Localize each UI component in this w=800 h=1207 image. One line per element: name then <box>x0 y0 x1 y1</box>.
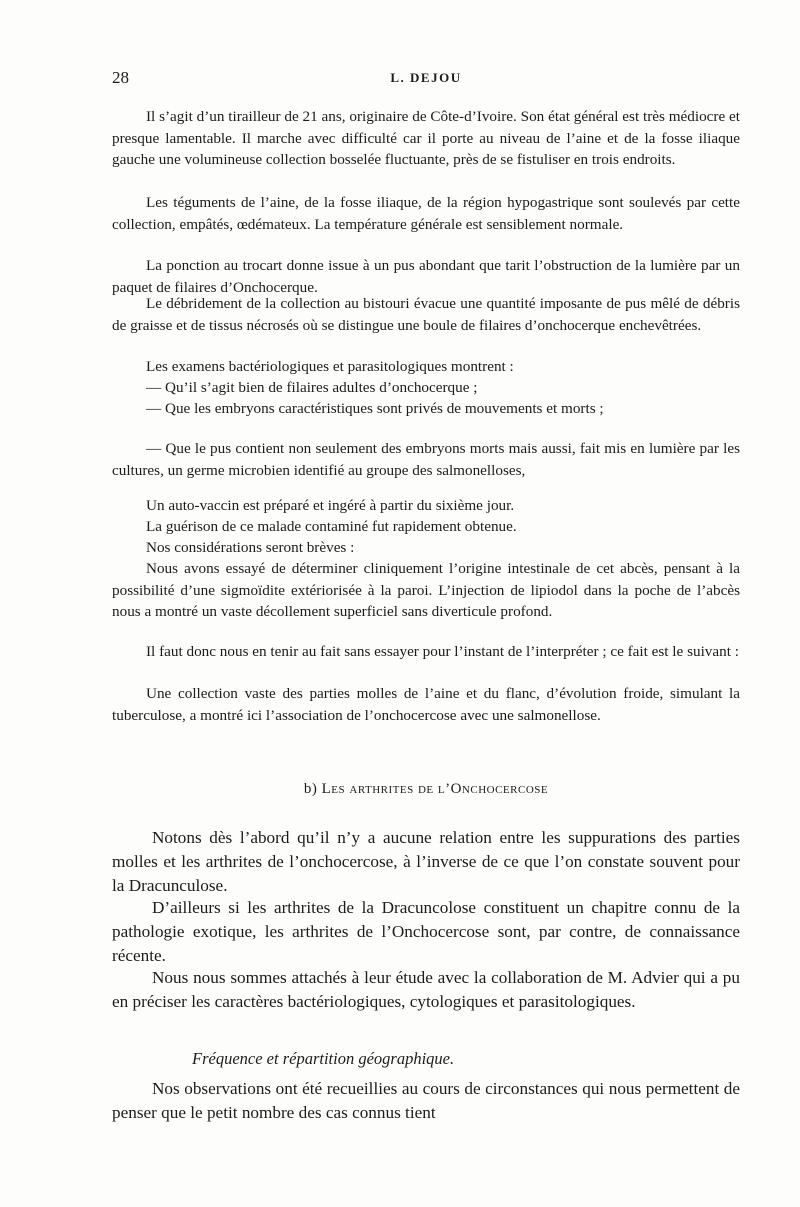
page-header <box>112 68 740 92</box>
paragraph-guerison: La guérison de ce malade contaminé fut rapidement obtenue. <box>146 518 517 535</box>
paragraph-examens: Les examens bactériologiques et parasitologiques montrent : <box>146 358 514 375</box>
paragraph-teguments: Les téguments de l’aine, de la fosse iliaque, de la région hypogastrique sont soulevés par cette collection, empâtés, œdémateux. La température générale est sensiblement normale. <box>112 194 740 233</box>
list-item-embryons: — Que les embryons caractéristiques sont privés de mouvements et morts ; <box>146 400 604 417</box>
paragraph-considerations: Nos considérations seront brèves : <box>146 539 355 556</box>
paragraph-debridement: Le débridement de la collection au bistouri évacue une quantité imposante de pus mêlé de débris de graisse et de tissus nécrosés où se distingue une boule de filaires d’onchocerque enchevêtrées. <box>112 295 740 334</box>
section-prefix: b) <box>303 781 318 797</box>
section-title: Les arthrites de l’Onchocercose <box>321 781 549 797</box>
paragraph-ponction: La ponction au trocart donne issue à un pus abondant que tarit l’obstruction de la lumière par un paquet de filaires d’Onchocerque. <box>112 257 740 296</box>
subheading-frequence: Fréquence et répartition géographique. <box>192 1049 455 1068</box>
paragraph-conclusion: Une collection vaste des parties molles de l’aine et du flanc, d’évolution froide, simulant la tuberculose, a montré ici l’association de l’onchocercose avec une salmonellose. <box>112 685 740 724</box>
list-item-filaires: — Qu’il s’agit bien de filaires adultes d’onchocerque ; <box>146 379 478 396</box>
paragraph-observations: Nos observations ont été recueillies au cours de circonstances qui nous permettent de penser que le petit nombre des cas connus tient <box>112 1079 740 1123</box>
section-heading <box>112 781 740 798</box>
paragraph-origine: Nous avons essayé de déterminer cliniquement l’origine intestinale de cet abcès, pensant à la possibilité d’une sigmoïdite extériorisée à la paroi. L’injection de lipiodol dans la poche de l’abcès nous a montré un vaste décollement superficiel sans diverticule profond. <box>112 560 740 621</box>
paragraph-notons: Notons dès l’abord qu’il n’y a aucune relation entre les suppurations des parties molles et les arthrites de l’onchocercose, à l’inverse de ce que l’on constate souvent pour la Dracunculose. <box>112 828 740 896</box>
list-item-pus: — Que le pus contient non seulement des embryons morts mais aussi, fait mis en lumière par les cultures, un germe microbien identifié au groupe des salmonelloses, <box>112 440 740 479</box>
paragraph-case-description: Il s’agit d’un tirailleur de 21 ans, originaire de Côte-d’Ivoire. Son état général est très médiocre et presque lamentable. Il marche avec difficulté car il porte au niveau de l’aine et de la fosse iliaque gauche une volumineuse collection bosselée fluctuante, près de se fistuliser en trois endroits. <box>112 108 740 169</box>
paragraph-dailleurs: D’ailleurs si les arthrites de la Dracuncolose constituent un chapitre connu de la pathologie exotique, les arthrites de l’Onchocercose sont, par contre, de connaissance récente. <box>112 898 740 966</box>
page-number: 28 <box>112 68 129 87</box>
paragraph-auto-vaccin: Un auto-vaccin est préparé et ingéré à partir du sixième jour. <box>146 497 515 514</box>
running-head: L. DEJOU <box>390 70 462 85</box>
paragraph-fait: Il faut donc nous en tenir au fait sans essayer pour l’instant de l’interpréter ; ce fait est le suivant : <box>146 643 739 660</box>
paragraph-etude: Nous nous sommes attachés à leur étude avec la collaboration de M. Advier qui a pu en préciser les caractères bactériologiques, cytologiques et parasitologiques. <box>112 968 740 1012</box>
